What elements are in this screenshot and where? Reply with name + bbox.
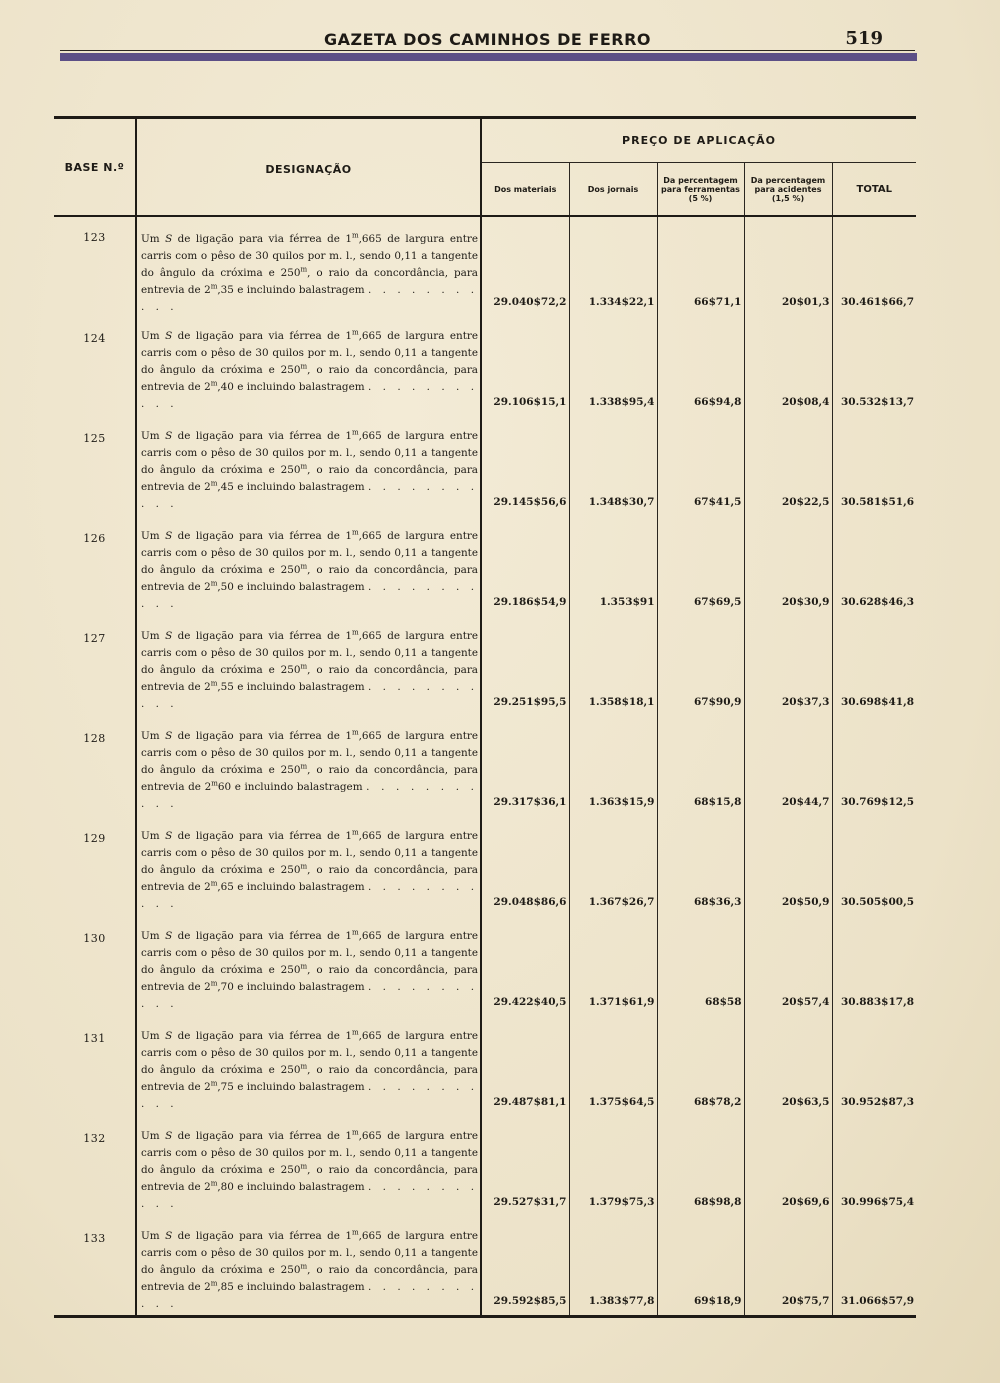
designation-text [136,616,481,716]
desc-s: S [165,730,173,742]
value-ferramentas: 66$94,8 [657,316,744,416]
masthead-rule [60,50,915,51]
sup-metre: m [210,1279,218,1288]
sup-metre: m [210,282,218,291]
designation-text [136,916,481,1016]
desc-radius: , o raio da concordância, para entrevia de 2 [141,1064,478,1093]
desc-tail: e incluindo balastragem [233,284,365,296]
header-designacao: DESIGNAÇÃO [136,118,481,217]
value-ferramentas: 69$18,9 [657,1216,744,1316]
sup-metre: m [300,265,308,274]
desc-gauge: de ligação para via férrea de 1 [177,730,352,742]
designation-text [136,216,481,316]
sup-metre: m [300,1062,308,1071]
table-row [54,1016,916,1116]
desc-body: ,665 de largura entre carris com o pêso de 30 quilos por m. l., sendo 0,11 a tangente do ângulo da cróxima e 250 [141,830,478,876]
sup-metre: m [351,528,359,537]
desc-body: ,665 de largura entre carris com o pêso de 30 quilos por m. l., sendo 0,11 a tangente do ângulo da cróxima e 250 [141,430,478,476]
dot-leader: . . . . . . . . . . . [141,1281,478,1310]
header-materiais: Dos materiais [481,163,569,216]
table-row [54,416,916,516]
designation-text [136,1216,481,1316]
desc-body: ,665 de largura entre carris com o pêso de 30 quilos por m. l., sendo 0,11 a tangente do ângulo da cróxima e 250 [141,530,478,576]
desc-gauge: de ligação para via férrea de 1 [177,1230,352,1242]
dot-leader: . . . . . . . . . . . [141,284,478,313]
sup-metre: m [210,979,218,988]
value-acidentes: 20$44,7 [744,716,832,816]
desc-entrevia: ,85 [217,1281,234,1293]
designation-text [136,416,481,516]
desc-s: S [165,1030,173,1042]
value-total: 30.505$00,5 [840,896,915,908]
desc-body: ,665 de largura entre carris com o pêso de 30 quilos por m. l., sendo 0,11 a tangente do ângulo da cróxima e 250 [141,1230,478,1276]
desc-radius: , o raio da concordância, para entrevia de 2 [141,1264,478,1293]
value-acidentes: 20$50,9 [744,816,832,916]
desc-s: S [165,630,173,642]
sup-metre: m [300,962,308,971]
sup-metre: m [300,1262,308,1271]
dot-leader: . . . . . . . . . . . [141,581,478,610]
value-jornais: 1.383$77,8 [569,1216,657,1316]
value-acidentes: 20$08,4 [744,316,832,416]
desc-entrevia: ,65 [217,881,234,893]
desc-lead: Um [141,530,160,542]
sup-metre: m [210,479,218,488]
sup-metre: m [300,862,308,871]
value-materiais: 29.040$72,2 [481,216,569,316]
desc-radius: , o raio da concordância, para entrevia de 2 [141,267,478,296]
value-acidentes: 20$75,7 [744,1216,832,1316]
dot-leader: . . . . . . . . . . . [141,881,478,910]
desc-entrevia: ,70 [217,981,234,993]
desc-lead: Um [141,330,160,342]
sup-metre: m [351,328,359,337]
value-jornais: 1.379$75,3 [569,1116,657,1216]
desc-tail: e incluindo balastragem [233,681,365,693]
designation-text [136,716,481,816]
value-total: 30.952$87,3 [840,1096,915,1108]
sup-metre: m [351,428,359,437]
value-materiais: 29.487$81,1 [481,1016,569,1116]
desc-gauge: de ligação para via férrea de 1 [177,830,352,842]
value-ferramentas: 68$58 [657,916,744,1016]
value-jornais: 1.338$95,4 [569,316,657,416]
desc-body: ,665 de largura entre carris com o pêso de 30 quilos por m. l., sendo 0,11 a tangente do ângulo da cróxima e 250 [141,1130,478,1176]
sup-metre: m [210,379,218,388]
desc-entrevia: ,40 [217,381,234,393]
sup-metre: m [351,728,359,737]
desc-radius: , o raio da concordância, para entrevia de 2 [141,664,478,693]
value-ferramentas: 68$78,2 [657,1016,744,1116]
desc-tail: e incluindo balastragem [233,381,365,393]
header-base: BASE N.º [54,118,136,217]
value-total: 30.628$46,3 [840,596,915,608]
table-row [54,516,916,616]
desc-body: ,665 de largura entre carris com o pêso de 30 quilos por m. l., sendo 0,11 a tangente do ângulo da cróxima e 250 [141,630,478,676]
value-total: 30.698$41,8 [840,696,915,708]
value-acidentes: 20$22,5 [744,416,832,516]
value-jornais: 1.367$26,7 [569,816,657,916]
sup-metre: m [351,1228,359,1237]
sup-metre: m [210,1079,218,1088]
value-materiais: 29.422$40,5 [481,916,569,1016]
table-row [54,916,916,1016]
desc-gauge: de ligação para via férrea de 1 [177,530,352,542]
sup-metre: m [351,828,359,837]
desc-lead: Um [141,630,160,642]
desc-s: S [165,830,173,842]
value-materiais: 29.251$95,5 [481,616,569,716]
sup-metre: m [351,628,359,637]
price-table [54,116,916,1318]
desc-lead: Um [141,930,160,942]
value-materiais: 29.592$85,5 [481,1216,569,1316]
desc-s: S [165,233,173,245]
designation-text [136,1116,481,1216]
value-materiais: 29.048$86,6 [481,816,569,916]
journal-title: GAZETA DOS CAMINHOS DE FERRO [323,30,651,49]
desc-body: ,665 de largura entre carris com o pêso de 30 quilos por m. l., sendo 0,11 a tangente do ângulo da cróxima e 250 [141,233,478,279]
sup-metre: m [300,662,308,671]
table-row [54,616,916,716]
value-jornais: 1.353$91 [569,516,657,616]
sup-metre: m [300,762,308,771]
desc-gauge: de ligação para via férrea de 1 [177,330,352,342]
desc-gauge: de ligação para via férrea de 1 [177,630,352,642]
desc-body: ,665 de largura entre carris com o pêso de 30 quilos por m. l., sendo 0,11 a tangente do ângulo da cróxima e 250 [141,730,478,776]
value-total: 30.532$13,7 [840,396,915,408]
designation-text [136,816,481,916]
value-total: 30.581$51,6 [840,496,915,508]
table-row [54,1116,916,1216]
dot-leader: . . . . . . . . . . . [141,1181,478,1210]
base-number: 124 [54,316,136,416]
value-materiais: 29.527$31,7 [481,1116,569,1216]
table-row [54,216,916,316]
sup-metre: m [351,1128,359,1137]
designation-text [136,316,481,416]
desc-entrevia: ,80 [217,1181,234,1193]
header-preco: PREÇO DE APLICAÇÃO [481,118,916,163]
desc-lead: Um [141,430,160,442]
desc-s: S [165,330,173,342]
desc-tail: e incluindo balastragem [233,1181,365,1193]
desc-radius: , o raio da concordância, para entrevia de 2 [141,764,478,793]
value-acidentes: 20$30,9 [744,516,832,616]
header-ferramentas: Da percentagem para ferramentas (5 %) [657,163,744,216]
header-jornais: Dos jornais [569,163,657,216]
value-jornais: 1.334$22,1 [569,216,657,316]
dot-leader: . . . . . . . . . . . [141,381,478,410]
value-materiais: 29.317$36,1 [481,716,569,816]
desc-body: ,665 de largura entre carris com o pêso de 30 quilos por m. l., sendo 0,11 a tangente do ângulo da cróxima e 250 [141,330,478,376]
desc-gauge: de ligação para via férrea de 1 [177,1030,352,1042]
desc-lead: Um [141,730,160,742]
value-jornais: 1.371$61,9 [569,916,657,1016]
desc-entrevia: ,55 [217,681,234,693]
base-number: 127 [54,616,136,716]
dot-leader: . . . . . . . . . . . [141,681,478,710]
designation-text [136,1016,481,1116]
value-ferramentas: 68$98,8 [657,1116,744,1216]
desc-s: S [165,1230,173,1242]
desc-entrevia: ,45 [217,481,234,493]
value-total: 30.883$17,8 [840,996,915,1008]
sup-metre: m [210,579,218,588]
value-jornais: 1.375$64,5 [569,1016,657,1116]
desc-tail: e incluindo balastragem [233,481,365,493]
desc-lead: Um [141,1030,160,1042]
desc-radius: , o raio da concordância, para entrevia de 2 [141,864,478,893]
sup-metre: m [351,928,359,937]
value-jornais: 1.363$15,9 [569,716,657,816]
sup-metre: m [351,1028,359,1037]
dot-leader: . . . . . . . . . . . [141,1081,478,1110]
value-total: 31.066$57,9 [832,1216,916,1316]
value-materiais: 29.186$54,9 [481,516,569,616]
base-number: 131 [54,1016,136,1116]
value-total: 30.461$66,7 [840,296,915,308]
desc-lead: Um [141,233,160,245]
desc-body: ,665 de largura entre carris com o pêso de 30 quilos por m. l., sendo 0,11 a tangente do ângulo da cróxima e 250 [141,1030,478,1076]
desc-radius: , o raio da concordância, para entrevia de 2 [141,1164,478,1193]
designation-text [136,516,481,616]
desc-tail: e incluindo balastragem [233,1281,365,1293]
value-ferramentas: 68$36,3 [657,816,744,916]
desc-tail: e incluindo balastragem [233,981,365,993]
value-jornais: 1.348$30,7 [569,416,657,516]
base-number: 133 [54,1216,136,1316]
sup-metre: m [210,679,218,688]
sup-metre: m [300,562,308,571]
desc-tail: e incluindo balastragem [233,1081,365,1093]
table-row [54,316,916,416]
sup-metre: m [211,779,218,788]
dot-leader: . . . . . . . . . . . [141,781,478,810]
desc-radius: , o raio da concordância, para entrevia de 2 [141,464,478,493]
value-ferramentas: 67$90,9 [657,616,744,716]
masthead-band [60,53,917,61]
table-row [54,1216,916,1316]
value-jornais: 1.358$18,1 [569,616,657,716]
sup-metre: m [300,1162,308,1171]
desc-s: S [165,1130,173,1142]
dot-leader: . . . . . . . . . . . [141,481,478,510]
header-total: TOTAL [832,163,916,216]
desc-entrevia: ,35 [217,284,234,296]
value-total: 30.769$12,5 [840,796,915,808]
desc-s: S [165,930,173,942]
base-number: 126 [54,516,136,616]
value-ferramentas: 67$69,5 [657,516,744,616]
sup-metre: m [300,462,308,471]
value-ferramentas: 68$15,8 [657,716,744,816]
base-number: 125 [54,416,136,516]
value-ferramentas: 67$41,5 [657,416,744,516]
desc-body: ,665 de largura entre carris com o pêso de 30 quilos por m. l., sendo 0,11 a tangente do ângulo da cróxima e 250 [141,930,478,976]
desc-gauge: de ligação para via férrea de 1 [177,1130,352,1142]
value-total: 30.996$75,4 [840,1196,915,1208]
table-row [54,816,916,916]
value-acidentes: 20$69,6 [744,1116,832,1216]
value-acidentes: 20$57,4 [744,916,832,1016]
base-number: 128 [54,716,136,816]
desc-tail: e incluindo balastragem [233,881,365,893]
desc-entrevia: ,75 [217,1081,234,1093]
desc-gauge: de ligação para via férrea de 1 [177,430,352,442]
base-number: 130 [54,916,136,1016]
value-acidentes: 20$63,5 [744,1016,832,1116]
desc-lead: Um [141,830,160,842]
desc-entrevia: 60 [217,781,232,793]
sup-metre: m [210,879,218,888]
value-acidentes: 20$37,3 [744,616,832,716]
desc-lead: Um [141,1130,160,1142]
value-ferramentas: 66$71,1 [657,216,744,316]
desc-s: S [165,430,173,442]
desc-gauge: de ligação para via férrea de 1 [177,930,352,942]
table-row [54,716,916,816]
sup-metre: m [351,231,359,240]
value-materiais: 29.106$15,1 [481,316,569,416]
masthead [60,28,915,50]
desc-radius: , o raio da concordância, para entrevia de 2 [141,964,478,993]
base-number: 129 [54,816,136,916]
sup-metre: m [210,1179,218,1188]
desc-entrevia: ,50 [217,581,234,593]
desc-radius: , o raio da concordância, para entrevia de 2 [141,364,478,393]
value-acidentes: 20$01,3 [744,216,832,316]
base-number: 132 [54,1116,136,1216]
desc-radius: , o raio da concordância, para entrevia de 2 [141,564,478,593]
desc-gauge: de ligação para via férrea de 1 [177,233,352,245]
base-number: 123 [54,216,136,316]
dot-leader: . . . . . . . . . . . [141,981,478,1010]
desc-tail: e incluindo balastragem [233,581,365,593]
value-materiais: 29.145$56,6 [481,416,569,516]
desc-s: S [165,530,173,542]
desc-tail: e incluindo balastragem [231,781,363,793]
header-acidentes: Da percentagem para acidentes (1,5 %) [744,163,832,216]
page-number: 519 [845,28,883,49]
desc-lead: Um [141,1230,160,1242]
sup-metre: m [300,362,308,371]
